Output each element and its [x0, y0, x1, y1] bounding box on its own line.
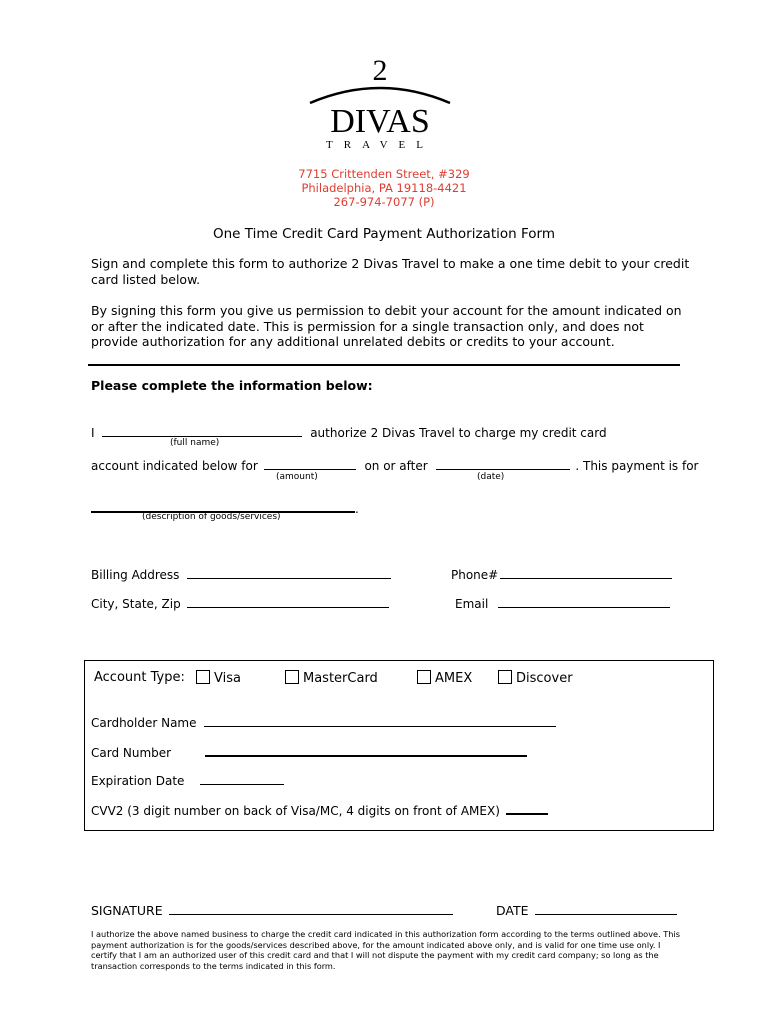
- visa-label: Visa: [214, 671, 241, 686]
- authorization-line: [91, 424, 607, 440]
- discover-checkbox[interactable]: [498, 670, 512, 684]
- signature-date-label: DATE: [496, 903, 529, 918]
- amex-option[interactable]: [417, 670, 472, 686]
- account-text: account indicated below for: [91, 459, 258, 473]
- city-field[interactable]: [187, 595, 389, 608]
- visa-checkbox[interactable]: [196, 670, 210, 684]
- description-field[interactable]: [91, 499, 355, 513]
- form-title: One Time Credit Card Payment Authorization Form: [213, 226, 555, 242]
- intro-paragraph-2: By signing this form you give us permission to debit your account for the amount indicated on or after the indicated date. This is permission for a single transaction only, and does not provide authorization for any additional unrelated debits or credits to your account.: [91, 303, 682, 349]
- expiration-field[interactable]: [200, 772, 284, 785]
- visa-option[interactable]: [196, 670, 241, 686]
- cardholder-row: [91, 714, 556, 730]
- discover-label: Discover: [516, 671, 573, 686]
- mastercard-label: MasterCard: [303, 671, 378, 686]
- logo-number: 2: [372, 55, 388, 87]
- card-number-row: [91, 743, 527, 760]
- cvv-label: CVV2 (3 digit number on back of Visa/MC, 4 digits on front of AMEX): [91, 804, 500, 818]
- date-field[interactable]: [436, 457, 570, 470]
- amount-line: [91, 457, 699, 473]
- amex-label: AMEX: [435, 671, 473, 686]
- signature-label: SIGNATURE: [91, 903, 163, 918]
- payment-for-text: . This payment is for: [575, 459, 699, 473]
- signature-date-field[interactable]: [535, 902, 677, 915]
- email-row: [455, 595, 670, 611]
- full-name-field[interactable]: [102, 424, 302, 437]
- logo-sub: TRAVEL: [326, 139, 434, 151]
- divas-travel-logo: [300, 55, 470, 155]
- signature-field[interactable]: [169, 902, 453, 915]
- full-name-hint: (full name): [170, 438, 220, 448]
- amount-field[interactable]: [264, 457, 356, 470]
- phone-label: Phone#: [451, 568, 499, 582]
- amount-hint: (amount): [276, 472, 318, 482]
- email-field[interactable]: [498, 595, 670, 608]
- account-type-label: Account Type:: [94, 670, 185, 685]
- billing-address-field[interactable]: [187, 566, 391, 579]
- phone-row: [451, 566, 672, 582]
- billing-address-label: Billing Address: [91, 568, 180, 582]
- city-label: City, State, Zip: [91, 597, 181, 611]
- cardholder-label: Cardholder Name: [91, 716, 197, 730]
- on-or-after-text: on or after: [364, 459, 428, 473]
- amex-checkbox[interactable]: [417, 670, 431, 684]
- cvv-row: [91, 801, 548, 818]
- card-number-label: Card Number: [91, 746, 172, 760]
- address-line-3: 267-974-7077 (P): [333, 195, 435, 209]
- divider: [88, 364, 680, 366]
- date-row: [496, 902, 677, 918]
- billing-address-row: [91, 566, 391, 582]
- description-hint: (description of goods/services): [142, 512, 281, 522]
- i-label: I: [91, 426, 95, 440]
- city-row: [91, 595, 389, 611]
- date-hint: (date): [477, 472, 505, 482]
- mastercard-option[interactable]: [285, 670, 378, 686]
- logo-name: DIVAS: [330, 103, 430, 140]
- signature-row: [91, 902, 453, 918]
- card-number-field[interactable]: [205, 743, 527, 757]
- email-label: Email: [455, 597, 489, 611]
- expiration-label: Expiration Date: [91, 774, 185, 788]
- discover-option[interactable]: [498, 670, 573, 686]
- authorize-text: authorize 2 Divas Travel to charge my credit card: [310, 426, 607, 440]
- fine-print: I authorize the above named business to charge the credit card indicated in this authorization form according to the terms outlined above. This payment authorization is for the goods/services described above, for the amount indicated above only, and is valid for one time use only. I certify that I am an authorized user of this credit card and that I will not dispute the payment with my credit card company; so long as the transaction corresponds to the terms indicated in this form.: [91, 929, 681, 971]
- expiration-row: [91, 772, 284, 788]
- logo-arc: [310, 88, 450, 103]
- section-heading: Please complete the information below:: [91, 378, 373, 393]
- cardholder-field[interactable]: [204, 714, 556, 727]
- card-info-box: [84, 660, 714, 831]
- address-line-2: Philadelphia, PA 19118-4421: [301, 181, 467, 195]
- intro-paragraph-1: Sign and complete this form to authorize 2 Divas Travel to make a one time debit to your credit card listed below.: [91, 256, 690, 287]
- description-period: .: [355, 502, 359, 516]
- cvv-field[interactable]: [506, 801, 548, 815]
- logo-graphic: [300, 55, 470, 155]
- mastercard-checkbox[interactable]: [285, 670, 299, 684]
- address-line-1: 7715 Crittenden Street, #329: [298, 167, 470, 181]
- phone-field[interactable]: [500, 566, 672, 579]
